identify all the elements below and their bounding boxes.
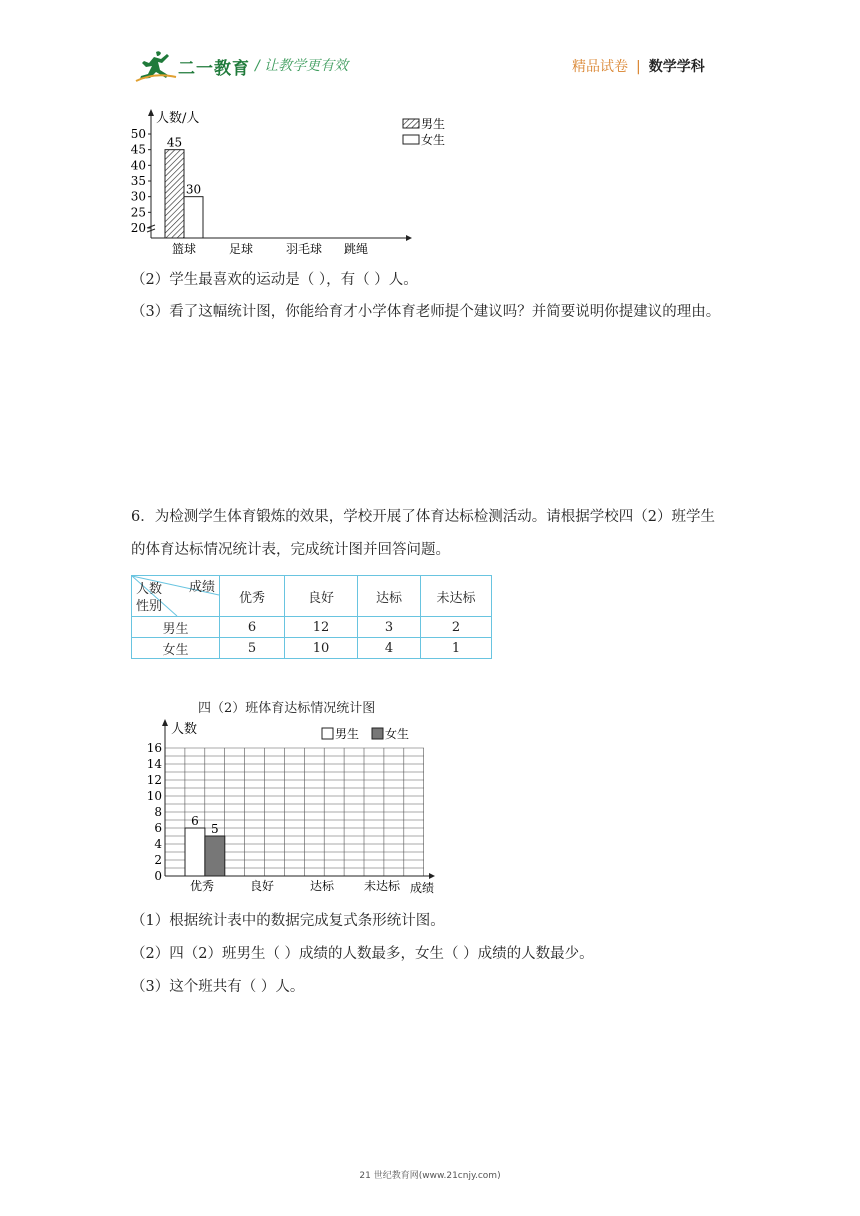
bar-boys [185,828,205,876]
table-row [132,638,492,659]
data-label: 45 [166,135,183,150]
logo-name: 二一教育 [178,59,250,79]
x-tick-label: 跳绳 [343,242,369,256]
sports-bar-chart [120,108,446,258]
footer: 21 世纪教育网(www.21cnjy.com) [359,1171,501,1181]
legend-label-girls: 女生 [385,727,410,741]
table-cell: 6 [220,617,285,638]
y-tick-label: 30 [130,189,146,204]
table-cell: 2 [421,617,492,638]
column-header: 良好 [285,576,358,617]
header-subject: 数学学科 [648,59,705,75]
y-tick-label: 50 [130,127,146,141]
row-label: 男生 [132,617,220,638]
x-ticks [172,241,368,256]
chart-title: 四（2）班体育达标情况统计图 [198,701,376,716]
table-cell: 12 [285,617,358,638]
y-tick-label: 16 [146,741,162,755]
bar-girls [184,197,203,238]
y-axis-arrow-icon [162,719,168,726]
y-tick-label: 6 [154,821,162,835]
column-header: 未达标 [421,576,492,617]
y-ticks [147,741,163,883]
table-cell: 5 [220,638,285,659]
x-tick-label: 优秀 [189,879,215,893]
data-label: 5 [211,822,219,836]
table-cell: 10 [285,638,358,659]
q5-question-3: （3）看了这幅统计图，你能给育才小学体育老师提个建议吗？并简要说明你提建议的理由。 [131,304,721,320]
bars [165,136,203,238]
y-ticks [131,127,151,235]
y-axis-label: 人数/人 [156,111,200,126]
y-tick-label: 35 [130,174,146,188]
y-tick-label: 45 [130,142,146,157]
fitness-bar-chart [140,718,440,898]
y-tick-label: 25 [130,205,146,220]
x-tick-label: 良好 [249,879,275,893]
column-header: 优秀 [220,576,285,617]
q6-intro-line-2: 的体育达标情况统计表，完成统计图并回答问题。 [131,542,450,558]
x-tick-label: 羽毛球 [285,242,323,256]
slogan: / 让教学更有效 [255,58,349,74]
y-axis-arrow-icon [148,109,154,116]
table-cell: 4 [358,638,421,659]
table-corner-cell [132,576,220,617]
bar-boys [165,150,184,238]
header-brand: 精品试卷 [572,59,628,75]
q6-question-1: （1）根据统计表中的数据完成复式条形统计图。 [131,913,445,929]
legend-swatch-girls [403,135,419,144]
q6-question-2: （2）四（2）班男生（ ）成绩的人数最多，女生（ ）成绩的人数最少。 [131,946,594,962]
q5-question-2: （2）学生最喜欢的运动是（ ），有（ ）人。 [131,272,418,288]
data-label: 30 [185,182,202,197]
bar-girls [205,836,225,876]
q6-intro-line-1: 6．为检测学生体育锻炼的效果，学校开展了体育达标检测活动。请根据学校四（2）班学生 [131,509,715,525]
table-cell: 1 [421,638,492,659]
corner-label-gender: 性别 [136,599,163,614]
y-tick-label: 20 [130,221,146,235]
y-tick-label: 2 [154,853,162,867]
table-row [132,617,492,638]
legend-label-girls: 女生 [421,133,446,147]
x-tick-label: 未达标 [363,879,401,893]
table-cell: 3 [358,617,421,638]
y-tick-label: 8 [154,805,162,819]
x-tick-label: 篮球 [171,242,197,256]
legend-swatch-boys [403,119,419,128]
y-tick-label: 0 [154,869,162,883]
legend-label-boys: 男生 [421,117,446,131]
runner-logo-icon [134,48,178,84]
legend-swatch-girls [372,728,383,739]
x-axis-label: 成绩 [410,881,435,895]
x-tick-label: 足球 [228,242,254,256]
y-tick-label: 40 [130,158,146,173]
y-axis-label: 人数 [171,722,198,737]
y-tick-label: 14 [146,757,162,771]
x-axis-arrow-icon [406,235,412,241]
q6-question-3: （3）这个班共有（ ）人。 [131,979,305,995]
y-tick-label: 4 [154,837,162,851]
corner-label-people: 人数 [136,582,163,597]
x-tick-label: 达标 [309,879,335,893]
y-tick-label: 12 [146,773,162,787]
header-right [572,56,705,76]
header-separator: | [636,59,641,75]
legend-swatch-boys [322,728,333,739]
fitness-table [131,575,492,659]
corner-label-grade: 成绩 [188,580,215,595]
x-ticks [190,878,401,893]
x-axis-arrow-icon [429,873,435,879]
data-label: 6 [191,814,199,828]
row-label: 女生 [132,638,220,659]
column-header: 达标 [358,576,421,617]
y-tick-label: 10 [146,789,162,803]
legend-label-boys: 男生 [335,727,360,741]
